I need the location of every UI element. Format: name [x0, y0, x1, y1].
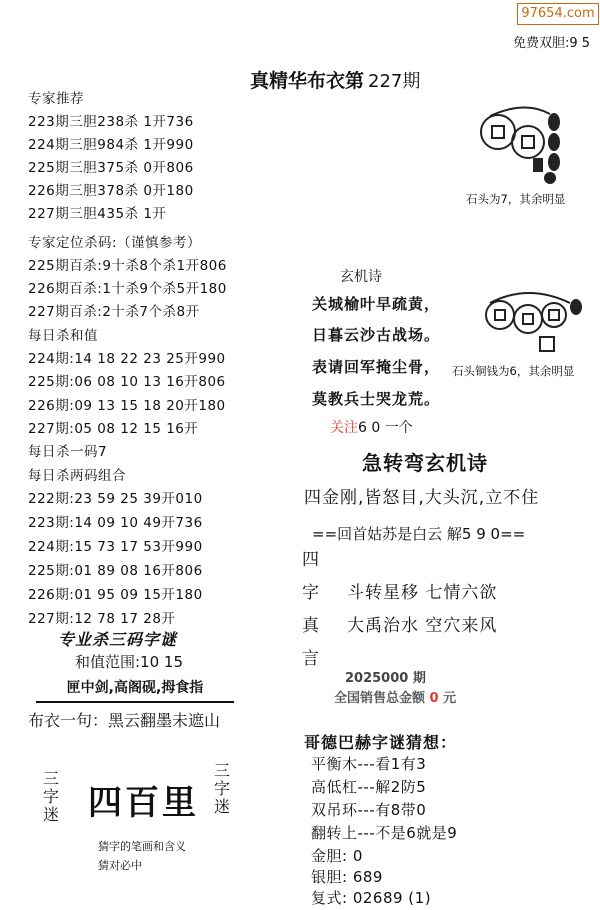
daily-two-line: 225期:01 89 08 16开806	[28, 563, 203, 579]
daily-sum-heading: 每日杀和值	[28, 328, 98, 344]
daily-two-line: 227期:12 78 17 28开	[28, 611, 176, 627]
daily-two-heading: 每日杀两码组合	[28, 468, 126, 484]
daily-sum-line: 226期:09 13 15 18 20开180	[28, 398, 226, 414]
image-caption-1: 石头为7，其余明显	[466, 192, 566, 206]
turn-poem-title: 急转弯玄机诗	[362, 451, 488, 475]
daily-two-line: 224期:15 73 17 53开990	[28, 539, 203, 555]
four-words-text: 斗转星移 七情六欲	[347, 583, 498, 603]
coins-stones-illustration	[470, 100, 590, 185]
four-words-char: 四	[302, 550, 319, 570]
goldbach-line: 高低杠---解2防5	[311, 778, 427, 796]
page-title	[250, 66, 420, 93]
goldbach-line: 复式: 02689 (1)	[311, 889, 432, 907]
sales-label: 全国销售总金额	[334, 691, 426, 706]
daily-sum-line: 225期:06 08 10 13 16开806	[28, 374, 226, 390]
position-kill-line: 227期百杀:2十杀7个杀8开	[28, 304, 200, 320]
poem-title: 玄机诗	[340, 269, 382, 285]
poem-line: 关城榆叶早疏黄，	[312, 295, 441, 313]
title-issue: 227期	[368, 71, 421, 92]
goldbach-line: 双吊环---有8带0	[311, 801, 427, 819]
goldbach-line: 翻转上---不是6就是9	[311, 824, 458, 842]
poem-line: 莫教兵士哭龙荒。	[312, 390, 441, 408]
expert-line: 225期三胆375杀 0开806	[28, 160, 194, 176]
daily-two-line: 223期:14 09 10 49开736	[28, 515, 203, 531]
riddle3-clue: 匣中剑,高阁砚,拇食指	[36, 675, 234, 703]
expert-line: 224期三胆984杀 1开990	[28, 137, 194, 153]
buyi-line: 布衣一句：黑云翻墨未遮山	[28, 711, 221, 730]
position-kill-heading: 专家定位杀码:（谨慎参考）	[28, 235, 202, 251]
four-words-char: 真	[302, 616, 319, 636]
four-words-text: 大禹治水 空穴来风	[347, 616, 498, 636]
zimi-note: 猜对必中	[98, 859, 142, 872]
daily-sum-line: 224期:14 18 22 23 25开990	[28, 351, 226, 367]
riddle3-title: 专业杀三码字谜	[58, 630, 178, 649]
zimi-answer: 四百里	[88, 783, 199, 823]
daily-two-line: 222期:23 59 25 39开010	[28, 491, 203, 507]
site-watermark: 97654.com	[517, 3, 599, 25]
poem-line: 表请回军掩尘骨，	[312, 358, 441, 376]
daily-two-line: 226期:01 95 09 15开180	[28, 587, 203, 603]
goldbach-line: 银胆: 689	[311, 868, 383, 886]
sales-issue: 2025000 期	[345, 671, 426, 686]
sales-total	[334, 687, 456, 706]
expert-line: 227期三胆435杀 1开	[28, 206, 167, 222]
coins-illustration	[480, 285, 595, 357]
expert-line: 223期三胆238杀 1开736	[28, 114, 194, 130]
goldbach-line: 平衡木---看1有3	[311, 755, 427, 773]
daily-one-kill: 每日杀一码7	[28, 444, 108, 460]
four-words-char: 言	[302, 649, 319, 669]
zimi-note: 猜字的笔画和含义	[98, 840, 186, 853]
follow-line	[330, 417, 413, 437]
jingang-line: 四金刚,皆怒目,大头沉,立不住	[304, 488, 540, 508]
zimi-left-label: 三字迷	[42, 769, 59, 824]
position-kill-line: 226期百杀:1十杀9个杀5开180	[28, 281, 227, 297]
follow-prefix: 关注	[330, 420, 358, 436]
image-caption-2: 石头铜钱为6，其余明显	[452, 364, 575, 378]
poem-line: 日暮云沙古战场。	[312, 326, 441, 344]
zimi-right-label: 三字迷	[213, 761, 230, 816]
daily-sum-line: 227期:05 08 12 15 16开	[28, 421, 199, 437]
title-text: 真精华布衣第	[250, 70, 365, 92]
position-kill-line: 225期百杀:9十杀8个杀1开806	[28, 258, 227, 274]
goldbach-title: 哥德巴赫字谜猜想：	[304, 733, 458, 752]
goldbach-line: 金胆: 0	[311, 847, 363, 865]
sales-unit: 元	[443, 691, 457, 706]
experts-heading: 专家推荐	[28, 91, 84, 107]
sum-range: 和值范围:10 15	[75, 653, 183, 671]
sales-amount: 0	[429, 691, 439, 706]
huishou-line: ==回首姑苏是白云 解5 9 0==	[312, 525, 526, 543]
expert-line: 226期三胆378杀 0开180	[28, 183, 194, 199]
follow-rest: 6 0 一个	[358, 420, 413, 436]
free-pick: 免费双胆:9 5	[512, 36, 590, 51]
four-words-char: 字	[302, 583, 319, 603]
